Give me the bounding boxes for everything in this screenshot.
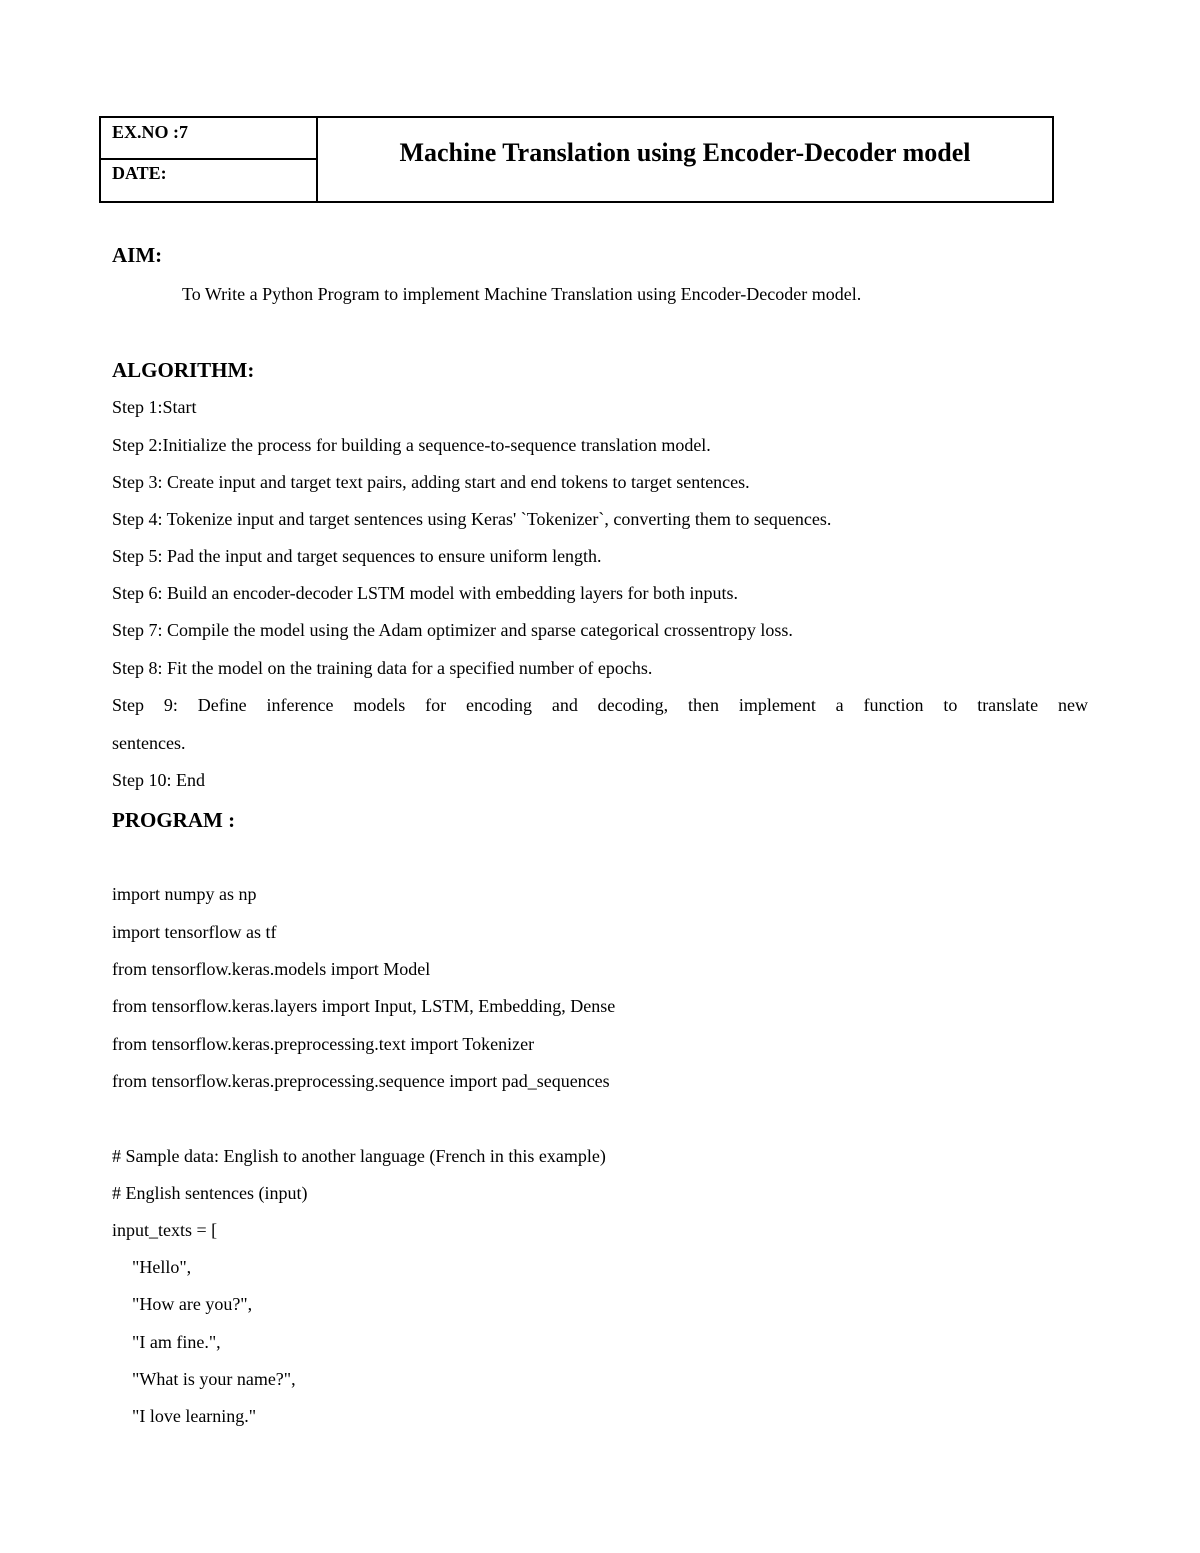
algorithm-step: Step 1:Start [112,397,197,417]
algorithm-step: Step 8: Fit the model on the training data for a specified number of epochs. [112,658,653,678]
algorithm-step: Step 6: Build an encoder-decoder LSTM model with embedding layers for both inputs. [112,583,739,603]
algorithm-step: Step 9: Define inference models for encoding and decoding, then implement a function to translate new [112,695,1088,715]
code-line: from tensorflow.keras.models import Model [112,959,431,979]
code-line: import numpy as np [112,884,257,904]
code-line: from tensorflow.keras.preprocessing.text import Tokenizer [112,1034,535,1054]
code-comment: # Sample data: English to another language (French in this example) [112,1146,606,1166]
algorithm-step: Step 5: Pad the input and target sequences to ensure uniform length. [112,546,602,566]
algorithm-step: Step 7: Compile the model using the Adam optimizer and sparse categorical crossentropy loss. [112,620,793,640]
code-line: from tensorflow.keras.preprocessing.sequence import pad_sequences [112,1071,610,1091]
program-heading: PROGRAM : [112,808,236,832]
aim-text: To Write a Python Program to implement Machine Translation using Encoder-Decoder model. [182,284,862,304]
code-line: import tensorflow as tf [112,922,277,942]
code-comment: # English sentences (input) [112,1183,308,1203]
algorithm-step: Step 3: Create input and target text pairs, adding start and end tokens to target sentences. [112,472,750,492]
code-list-item: "I am fine.", [132,1332,221,1352]
date-field: DATE: [112,163,167,183]
algorithm-step: Step 2:Initialize the process for building a sequence-to-sequence translation model. [112,435,711,455]
header-left-column [101,118,318,201]
code-line: from tensorflow.keras.layers import Input, LSTM, Embedding, Dense [112,996,616,1016]
code-list-item: "What is your name?", [132,1369,296,1389]
header-table [99,116,1054,203]
code-list-item: "How are you?", [132,1294,253,1314]
code-list-item: "I love learning." [132,1406,257,1426]
algorithm-step: Step 10: End [112,770,205,790]
algorithm-step-continuation: sentences. [112,733,186,753]
code-line: input_texts = [ [112,1220,218,1240]
algorithm-step: Step 4: Tokenize input and target sentences using Keras' `Tokenizer`, converting them to sequences. [112,509,832,529]
aim-heading: AIM: [112,243,163,267]
code-list-item: "Hello", [132,1257,192,1277]
document-title: Machine Translation using Encoder-Decoder model [399,137,971,167]
exercise-number: EX.NO :7 [101,118,316,160]
algorithm-heading: ALGORITHM: [112,358,255,382]
